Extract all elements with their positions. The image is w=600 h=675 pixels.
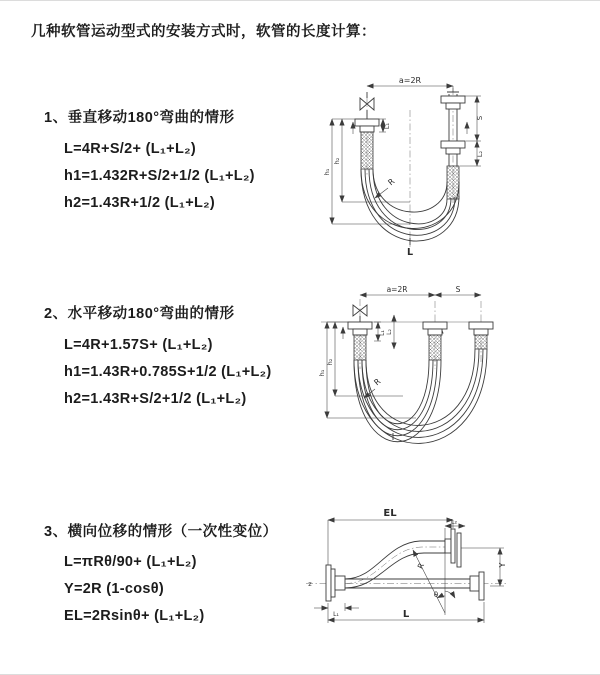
radius-label: R	[415, 561, 426, 571]
dim-label-l2: L₂	[386, 329, 393, 335]
section-1-formula-h1: h1=1.432R+S/2+1/2 (L₁+L₂)	[64, 168, 255, 184]
theta-arc	[437, 596, 445, 598]
dim-label-l1: L₁	[333, 611, 339, 618]
section-2-formula-h2: h2=1.43R+S/2+1/2 (L₁+L₂)	[64, 391, 247, 407]
dim-label-l2: L₂	[476, 150, 484, 158]
dim-label-h2: h₂	[333, 157, 341, 165]
length-label: L	[406, 247, 414, 257]
theta-label: θ	[433, 591, 439, 599]
radius-line	[413, 550, 445, 613]
dim-label-a2r: a=2R	[386, 285, 408, 294]
braid-left	[361, 132, 373, 169]
diagram-horizontal-180	[308, 283, 593, 463]
length-label: L	[402, 609, 410, 620]
axis-mark-label: z	[308, 580, 312, 588]
dimensions	[314, 517, 504, 623]
section-1-heading: 1、垂直移动180°弯曲的情形	[44, 110, 235, 126]
section-3-formula-y: Y=2R (1-cosθ)	[64, 581, 164, 597]
diagram-lateral-displacement	[298, 503, 593, 658]
section-vertical-180	[44, 108, 255, 217]
section-2-heading: 2、水平移动180°弯曲的情形	[44, 306, 235, 322]
section-2-formula-h1: h1=1.43R+0.785S+1/2 (L₁+L₂)	[64, 364, 272, 380]
braid-right	[447, 166, 459, 199]
dim-label-s: S	[455, 285, 461, 294]
dim-label-el: EL	[383, 508, 397, 519]
radius-label: R	[386, 176, 397, 188]
hose-assembly	[348, 305, 493, 443]
section-3-formula-l: L=πRθ/90+ (L₁+L₂)	[64, 554, 197, 570]
page-top-border	[0, 0, 600, 1]
rotation-arrow	[445, 591, 455, 598]
dim-label-l1: L₁	[379, 330, 386, 336]
section-horizontal-180	[44, 304, 272, 413]
dim-label-a2r: a=2R	[398, 76, 422, 85]
section-3-heading: 3、横向位移的情形（一次性变位）	[44, 524, 278, 540]
section-1-formula-l: L=4R+S/2+ (L₁+L₂)	[64, 141, 196, 157]
section-3-formula-el: EL=2Rsinθ+ (L₁+L₂)	[64, 608, 205, 624]
page-title: 几种软管运动型式的安装方式时，软管的长度计算：	[31, 24, 376, 40]
diagram-vertical-180	[310, 72, 590, 257]
dim-label-h1: h₁	[323, 168, 331, 176]
braid-right	[475, 335, 487, 349]
dim-label-h2: h₂	[326, 358, 334, 366]
section-2-formula-l: L=4R+1.57S+ (L₁+L₂)	[64, 337, 213, 353]
section-lateral-displacement	[44, 522, 278, 630]
hose-assembly	[326, 529, 484, 601]
radius-label: R	[372, 376, 383, 388]
dim-label-y: Y	[498, 562, 507, 568]
dim-label-l2: L₂	[450, 517, 458, 526]
dim-label-s: S	[476, 115, 484, 121]
dim-label-l1: L₁	[383, 122, 391, 130]
dim-label-h1: h₁	[318, 369, 326, 377]
braid-left	[354, 335, 366, 360]
section-1-formula-h2: h2=1.43R+1/2 (L₁+L₂)	[64, 195, 216, 211]
braid-middle	[429, 335, 441, 360]
